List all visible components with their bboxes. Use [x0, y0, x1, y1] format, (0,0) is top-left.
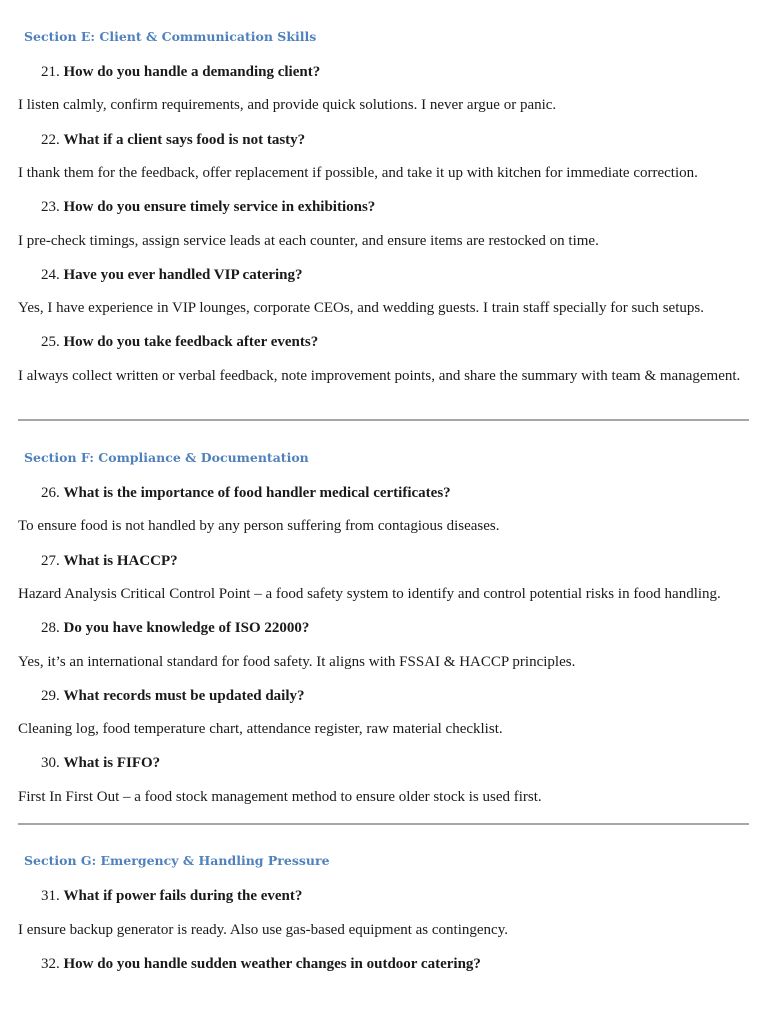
question-text: How do you take feedback after events? [63, 334, 319, 350]
answer: Cleaning log, food temperature chart, attendance register, raw material checklist. [18, 721, 503, 737]
question [41, 688, 305, 705]
question-text: Have you ever handled VIP catering? [63, 267, 303, 283]
question-text: What if power fails during the event? [63, 888, 303, 904]
section-divider [18, 419, 749, 421]
question-number: 32. [41, 956, 60, 972]
answer: Hazard Analysis Critical Control Point – a food safety system to identify and control potential risks in food handling. [18, 586, 721, 602]
question-text: Do you have knowledge of ISO 22000? [63, 620, 310, 636]
question [41, 620, 309, 637]
answer: Yes, I have experience in VIP lounges, corporate CEOs, and wedding guests. I train staff specially for such setups. [18, 300, 704, 316]
answer: I pre-check timings, assign service leads at each counter, and ensure items are restocked on time. [18, 233, 599, 249]
question-text: What records must be updated daily? [63, 688, 305, 704]
question [41, 267, 303, 284]
question-text: What if a client says food is not tasty? [63, 132, 306, 148]
answer: To ensure food is not handled by any person suffering from contagious diseases. [18, 518, 500, 534]
answer: I always collect written or verbal feedback, note improvement points, and share the summary with team & management. [18, 368, 741, 384]
question-number: 26. [41, 485, 60, 501]
section-heading: Section F: Compliance & Documentation [24, 450, 309, 465]
question-number: 30. [41, 755, 60, 771]
question-text: What is HACCP? [63, 553, 178, 569]
question-text: How do you handle sudden weather changes in outdoor catering? [63, 956, 481, 972]
question-number: 29. [41, 688, 60, 704]
question [41, 64, 320, 81]
question-number: 31. [41, 888, 60, 904]
question-number: 25. [41, 334, 60, 350]
answer: First In First Out – a food stock management method to ensure older stock is used first. [18, 789, 542, 805]
question [41, 199, 375, 216]
question [41, 334, 318, 351]
answer: Yes, it’s an international standard for food safety. It aligns with FSSAI & HACCP principles. [18, 654, 576, 670]
question [41, 485, 451, 502]
answer: I thank them for the feedback, offer replacement if possible, and take it up with kitchen for immediate correction. [18, 165, 698, 181]
question-text: What is FIFO? [63, 755, 161, 771]
question-text: How do you ensure timely service in exhibitions? [63, 199, 376, 215]
question-number: 28. [41, 620, 60, 636]
section-heading: Section G: Emergency & Handling Pressure [24, 853, 330, 868]
question [41, 888, 302, 905]
question-number: 22. [41, 132, 60, 148]
section-heading: Section E: Client & Communication Skills [24, 29, 317, 44]
question [41, 553, 178, 570]
answer: I listen calmly, confirm requirements, and provide quick solutions. I never argue or panic. [18, 97, 557, 113]
question [41, 956, 481, 973]
answer: I ensure backup generator is ready. Also use gas-based equipment as contingency. [18, 922, 508, 938]
section-divider [18, 823, 749, 825]
question-number: 27. [41, 553, 60, 569]
question-text: How do you handle a demanding client? [63, 64, 321, 80]
question-number: 23. [41, 199, 60, 215]
question-number: 24. [41, 267, 60, 283]
question [41, 755, 160, 772]
question-text: What is the importance of food handler medical certificates? [63, 485, 451, 501]
question-number: 21. [41, 64, 60, 80]
question [41, 132, 305, 149]
